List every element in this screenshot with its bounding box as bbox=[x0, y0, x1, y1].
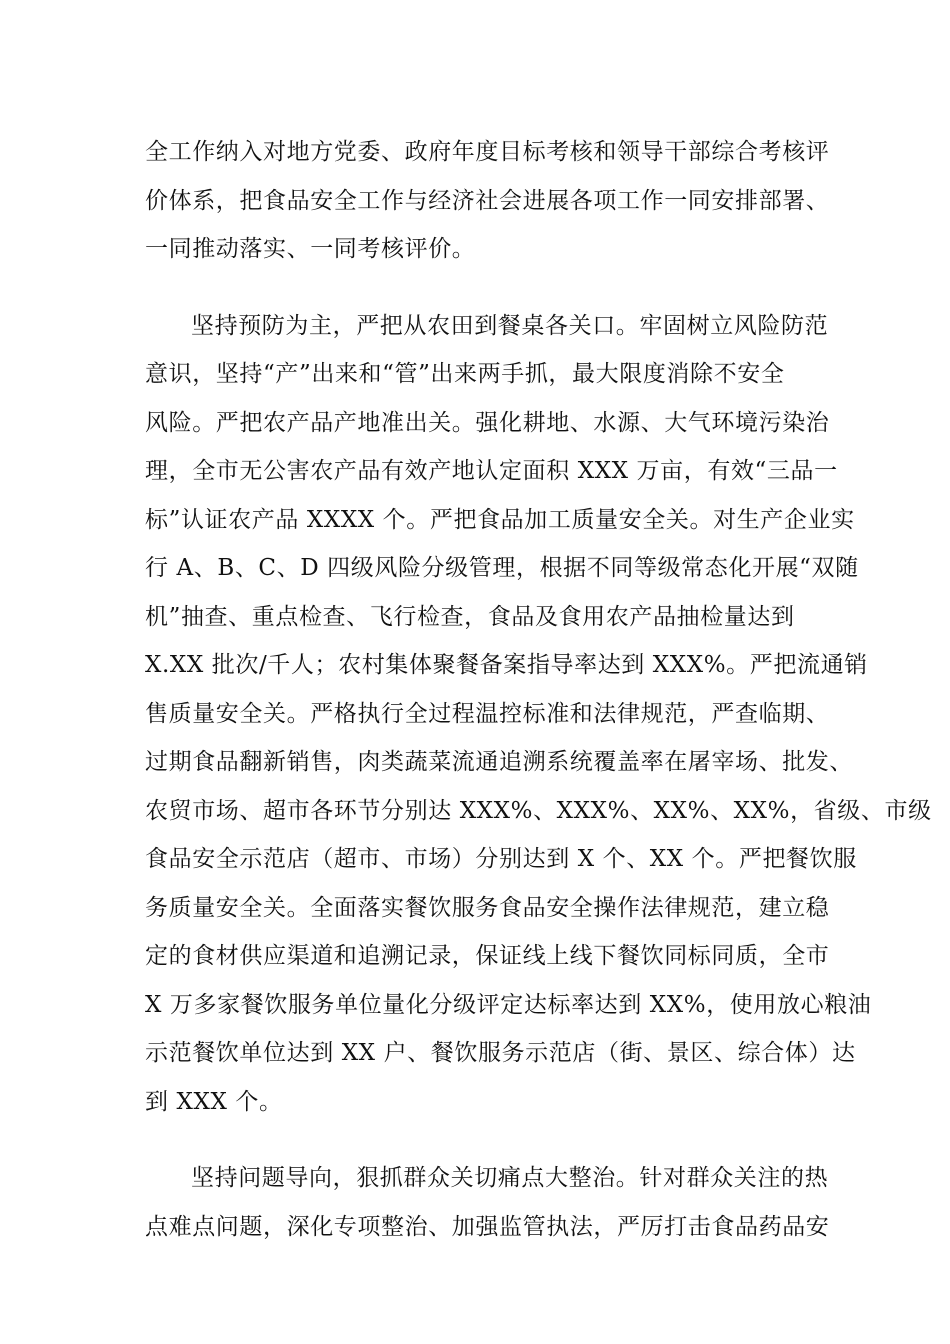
text-line: X.XX 批次/千人；农村集体聚餐备案指导率达到 XXX%。严把流通销 bbox=[145, 652, 868, 678]
text-line: 农贸市场、超市各环节分别达 XXX%、XXX%、XX%、XX%，省级、市级 bbox=[145, 797, 932, 824]
text-line: 一同推动落实、一同考核评价。 bbox=[145, 236, 476, 262]
document-body bbox=[145, 128, 932, 1251]
text-line: X 万多家餐饮服务单位量化分级评定达标率达到 XX%，使用放心粮油 bbox=[145, 991, 872, 1018]
text-line: 意识，坚持“产”出来和“管”出来两手抓，最大限度消除不安全 bbox=[145, 361, 785, 387]
paragraph-1 bbox=[145, 128, 845, 274]
text-line: 点难点问题，深化专项整治、加强监管执法，严厉打击食品药品安 bbox=[145, 1213, 830, 1240]
text-line: 过期食品翻新销售，肉类蔬菜流通追溯系统覆盖率在屠宰场、批发、 bbox=[145, 749, 853, 775]
text-line: 机”抽查、重点检查、飞行检查，食品及食用农产品抽检量达到 bbox=[145, 603, 795, 630]
text-line: 售质量安全关。严格执行全过程温控标准和法律规范，严查临期、 bbox=[145, 700, 830, 727]
text-line: 理，全市无公害农产品有效产地认定面积 XXX 万亩，有效“三品一 bbox=[145, 458, 838, 484]
text-line: 坚持问题导向，狠抓群众关切痛点大整治。针对群众关注的热 bbox=[191, 1165, 829, 1191]
text-line: 风险。严把农产品产地准出关。强化耕地、水源、大气环境污染治 bbox=[145, 409, 830, 436]
text-line: 务质量安全关。全面落实餐饮服务食品安全操作法律规范，建立稳 bbox=[145, 894, 830, 921]
text-line: 坚持预防为主，严把从农田到餐桌各关口。牢固树立风险防范 bbox=[191, 312, 829, 339]
text-line: 示范餐饮单位达到 XX 户、餐饮服务示范店（街、景区、综合体）达 bbox=[145, 1040, 856, 1066]
paragraph-2 bbox=[145, 302, 932, 1127]
paragraph-3 bbox=[145, 1154, 845, 1251]
text-line: 价体系，把食品安全工作与经济社会进展各项工作一同安排部署、 bbox=[145, 187, 830, 214]
text-line: 全工作纳入对地方党委、政府年度目标考核和领导干部综合考核评 bbox=[145, 139, 830, 165]
text-line: 标”认证农产品 XXXX 个。严把食品加工质量安全关。对生产企业实 bbox=[145, 506, 855, 533]
text-line: 到 XXX 个。 bbox=[145, 1088, 283, 1115]
text-line: 食品安全示范店（超市、市场）分别达到 X 个、XX 个。严把餐饮服 bbox=[145, 846, 857, 872]
text-line: 行 A、B、C、D 四级风险分级管理，根据不同等级常态化开展“双随 bbox=[145, 555, 859, 581]
text-line: 定的食材供应渠道和追溯记录，保证线上线下餐饮同标同质，全市 bbox=[145, 943, 830, 969]
